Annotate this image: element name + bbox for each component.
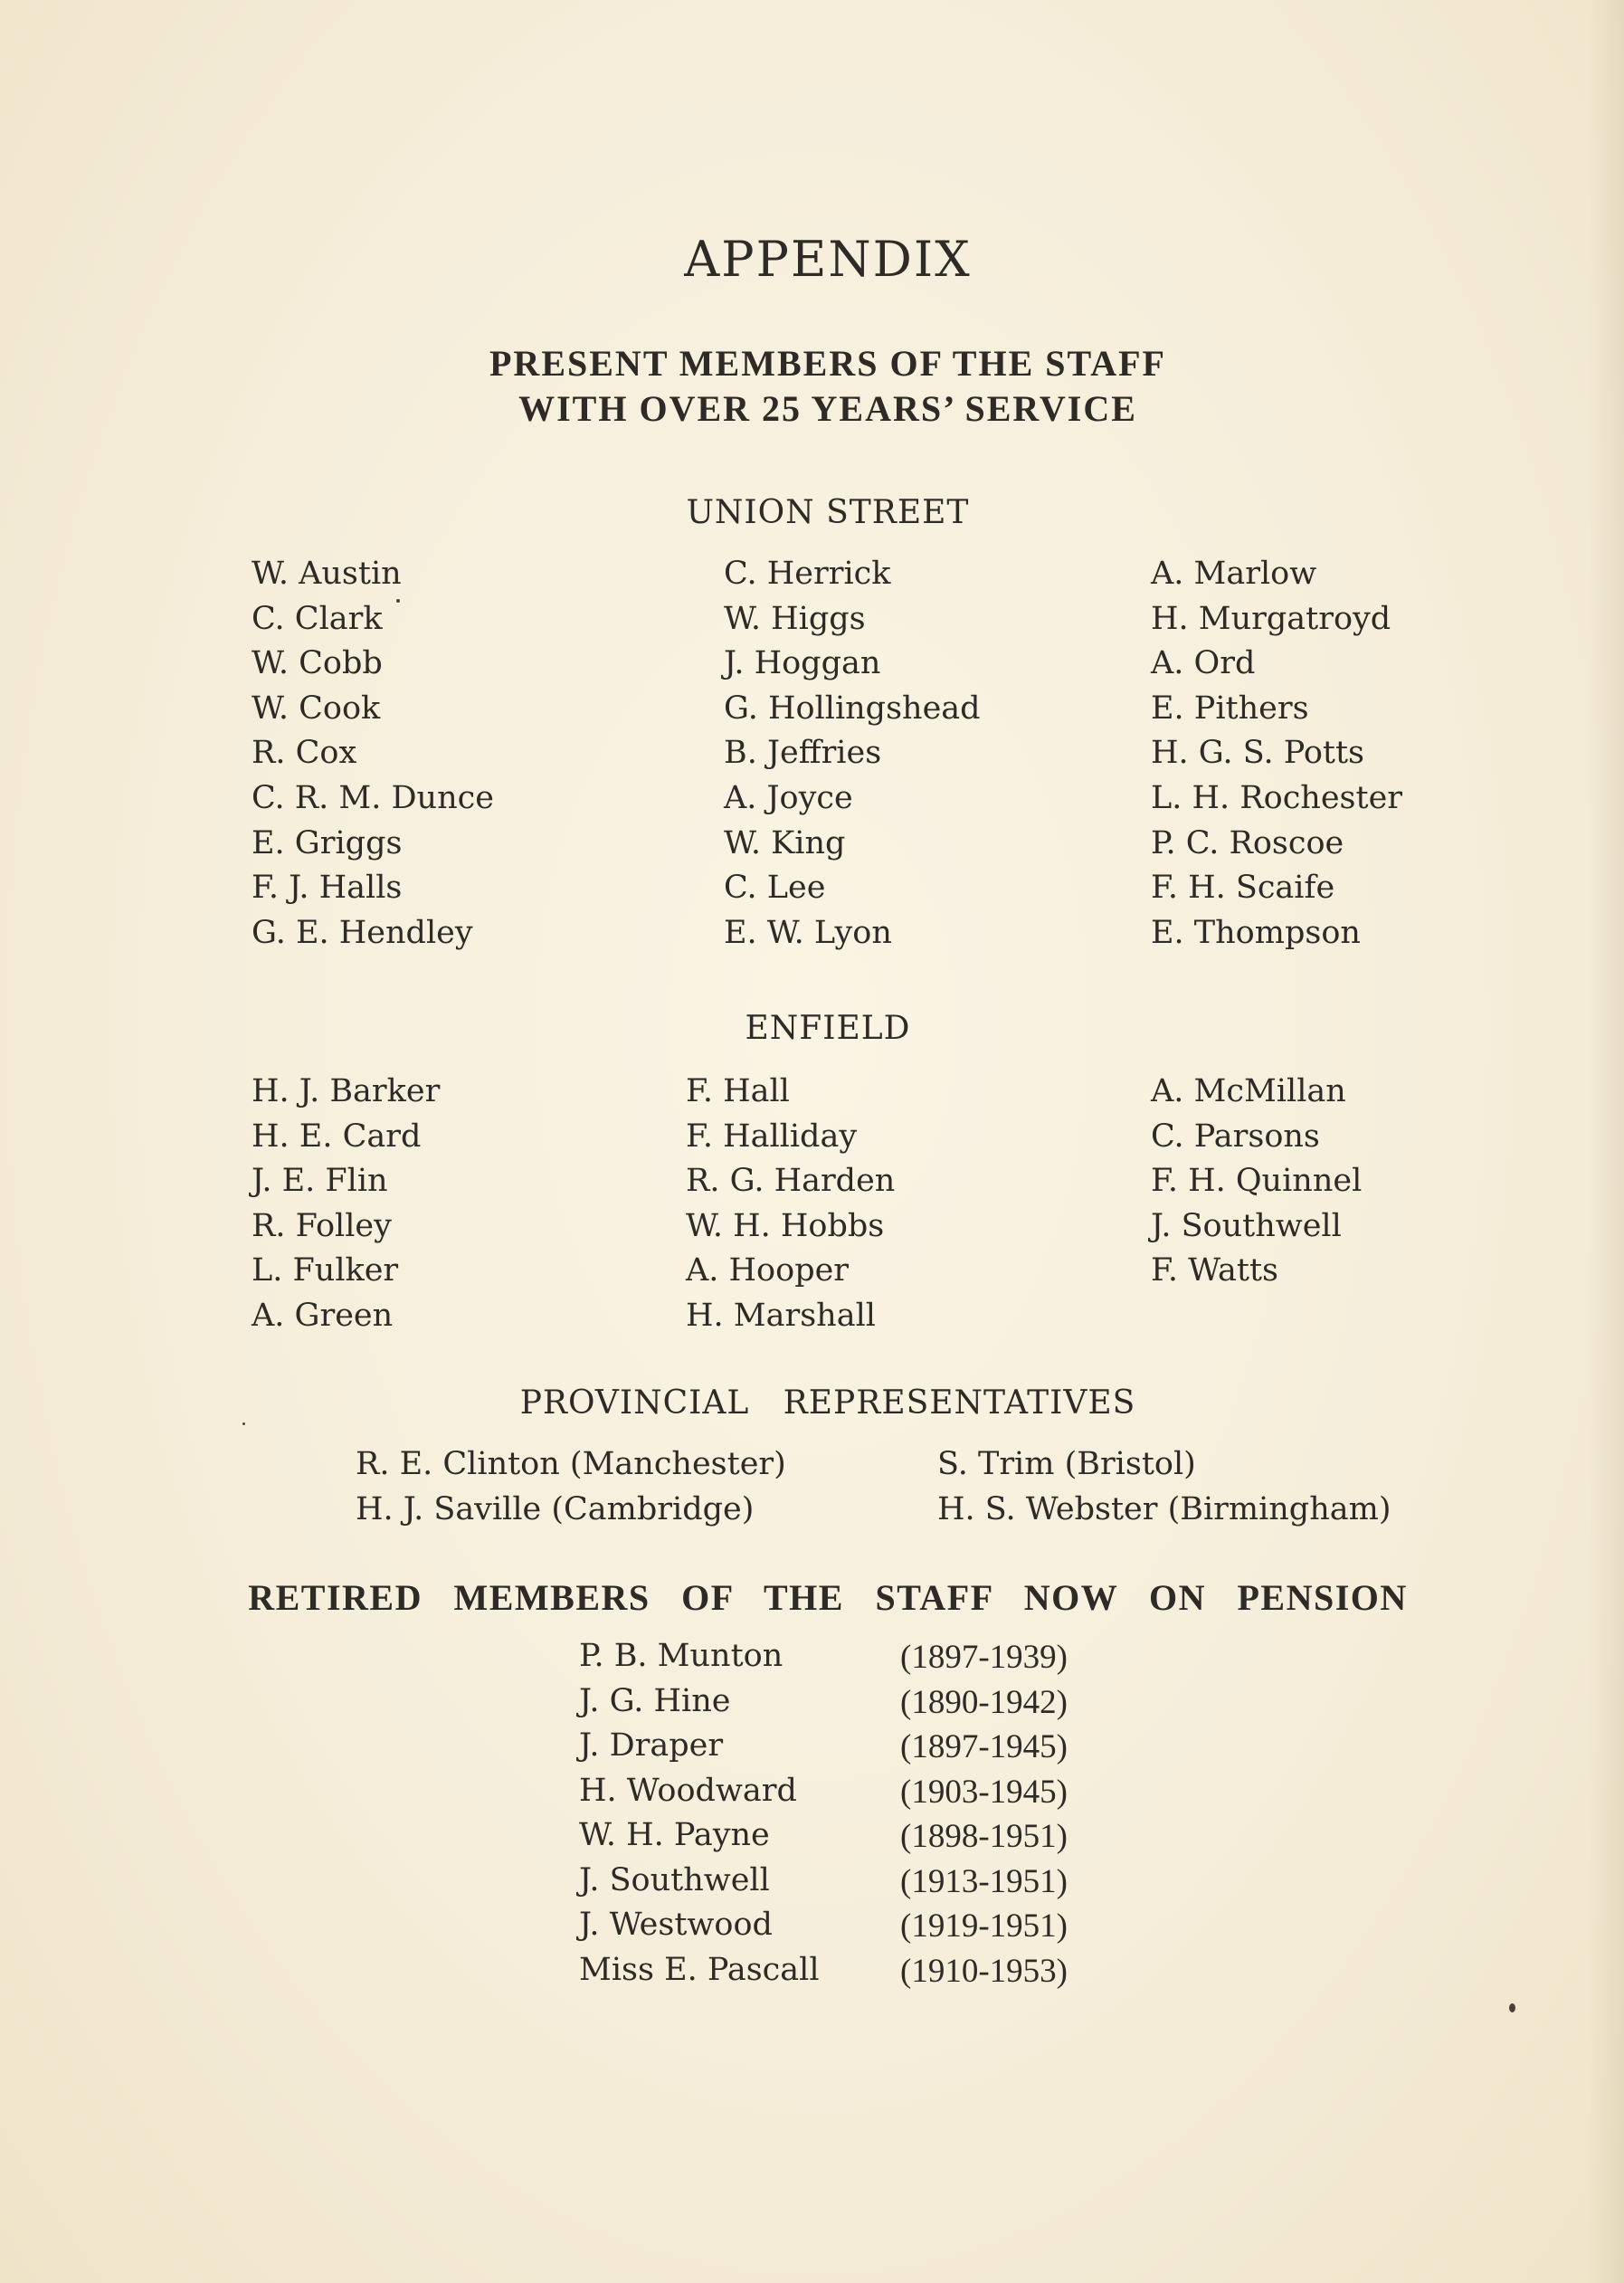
staff-name: G. Hollingshead [724, 690, 981, 727]
staff-name: C. Clark [252, 600, 383, 637]
staff-name: C. R. M. Dunce [252, 779, 494, 816]
heading-line-2: WITH OVER 25 YEARS’ SERVICE [518, 388, 1137, 429]
enfield-column-2 [686, 1070, 895, 1339]
staff-name: W. H. Hobbs [686, 1207, 885, 1244]
staff-name: A. Green [252, 1297, 394, 1334]
pensioner-name: Miss E. Pascall [579, 1952, 820, 1988]
provincial-heading: PROVINCIAL REPRESENTATIVES [519, 1384, 1136, 1422]
staff-name: J. Hoggan [724, 645, 881, 682]
staff-name: W. Austin [252, 556, 402, 592]
service-years: (1898-1951) [900, 1818, 1068, 1855]
staff-name: A. McMillan [1151, 1073, 1346, 1109]
staff-name: J. E. Flin [252, 1163, 388, 1200]
pensioner-name: J. Westwood [579, 1907, 773, 1943]
heading-line-1: PRESENT MEMBERS OF THE STAFF [489, 343, 1166, 384]
staff-name: H. Murgatroyd [1151, 600, 1391, 637]
staff-name: C. Herrick [724, 556, 891, 592]
representative-name: R. E. Clinton (Manchester) [356, 1446, 786, 1482]
staff-name: A. Hooper [686, 1252, 850, 1289]
staff-name: B. Jeffries [724, 735, 882, 772]
enfield-heading: ENFIELD [745, 1010, 911, 1047]
staff-name: A. Joyce [724, 779, 853, 816]
representative-name: S. Trim (Bristol) [937, 1446, 1196, 1482]
page-title: APPENDIX [684, 231, 972, 288]
service-years: (1919-1951) [900, 1907, 1068, 1945]
provincial-column-2 [937, 1442, 1391, 1532]
pensioner-name: J. Draper [579, 1727, 724, 1764]
enfield-column-1 [252, 1070, 440, 1339]
service-years: (1910-1953) [900, 1953, 1068, 1990]
staff-name: R. Cox [252, 735, 357, 772]
staff-name: H. E. Card [252, 1118, 422, 1155]
staff-name: A. Marlow [1151, 556, 1317, 592]
service-years: (1903-1945) [900, 1774, 1068, 1811]
staff-name: W. Cook [252, 690, 381, 727]
pensioner-name: H. Woodward [579, 1773, 797, 1809]
service-years: (1913-1951) [900, 1863, 1068, 1900]
staff-name: W. Cobb [252, 645, 383, 682]
representative-name: H. J. Saville (Cambridge) [356, 1490, 755, 1527]
staff-name: F. Hall [686, 1073, 790, 1109]
staff-name: E. W. Lyon [724, 914, 892, 951]
staff-name: L. Fulker [252, 1252, 399, 1289]
staff-name: E. Thompson [1151, 914, 1361, 951]
union-street-column-2 [724, 552, 981, 956]
staff-name: G. E. Hendley [252, 914, 473, 951]
staff-name: C. Lee [724, 870, 826, 907]
staff-name: E. Griggs [252, 824, 403, 861]
staff-name: R. Folley [252, 1207, 392, 1244]
retired-heading: RETIRED MEMBERS OF THE STAFF NOW ON PENSION [248, 1577, 1408, 1618]
staff-name: J. Southwell [1151, 1207, 1342, 1244]
staff-name: E. Pithers [1151, 690, 1309, 727]
union-street-heading: UNION STREET [686, 494, 970, 531]
staff-name: C. Parsons [1151, 1118, 1320, 1155]
enfield-column-3 [1151, 1070, 1362, 1294]
staff-name: F. J. Halls [252, 870, 403, 907]
staff-name: W. Higgs [724, 600, 866, 637]
pensioner-name: W. H. Payne [579, 1817, 770, 1853]
staff-name: R. G. Harden [686, 1163, 896, 1200]
staff-name: P. C. Roscoe [1151, 824, 1344, 861]
staff-name: F. H. Quinnel [1151, 1163, 1363, 1200]
staff-name: F. Halliday [686, 1118, 858, 1155]
staff-name: L. H. Rochester [1151, 779, 1403, 816]
paper-speck [242, 1422, 245, 1425]
union-street-column-1 [252, 552, 494, 956]
service-years: (1890-1942) [900, 1684, 1068, 1721]
pensioner-name: J. Southwell [579, 1862, 770, 1898]
pensioner-name: J. G. Hine [579, 1683, 731, 1719]
staff-name: F. H. Scaife [1151, 870, 1335, 907]
staff-name: H. G. S. Potts [1151, 735, 1365, 772]
service-years: (1897-1945) [900, 1728, 1068, 1765]
provincial-column-1 [356, 1442, 786, 1532]
representative-name: H. S. Webster (Birmingham) [937, 1490, 1391, 1527]
paper-speck [1509, 2003, 1515, 2012]
pensioner-name: P. B. Munton [579, 1638, 784, 1674]
union-street-column-3 [1151, 552, 1402, 956]
service-years: (1897-1939) [900, 1639, 1068, 1676]
staff-name: F. Watts [1151, 1252, 1278, 1289]
staff-name: W. King [724, 824, 846, 861]
staff-name: A. Ord [1151, 645, 1256, 682]
staff-name: H. J. Barker [252, 1073, 441, 1109]
staff-name: H. Marshall [686, 1297, 876, 1334]
